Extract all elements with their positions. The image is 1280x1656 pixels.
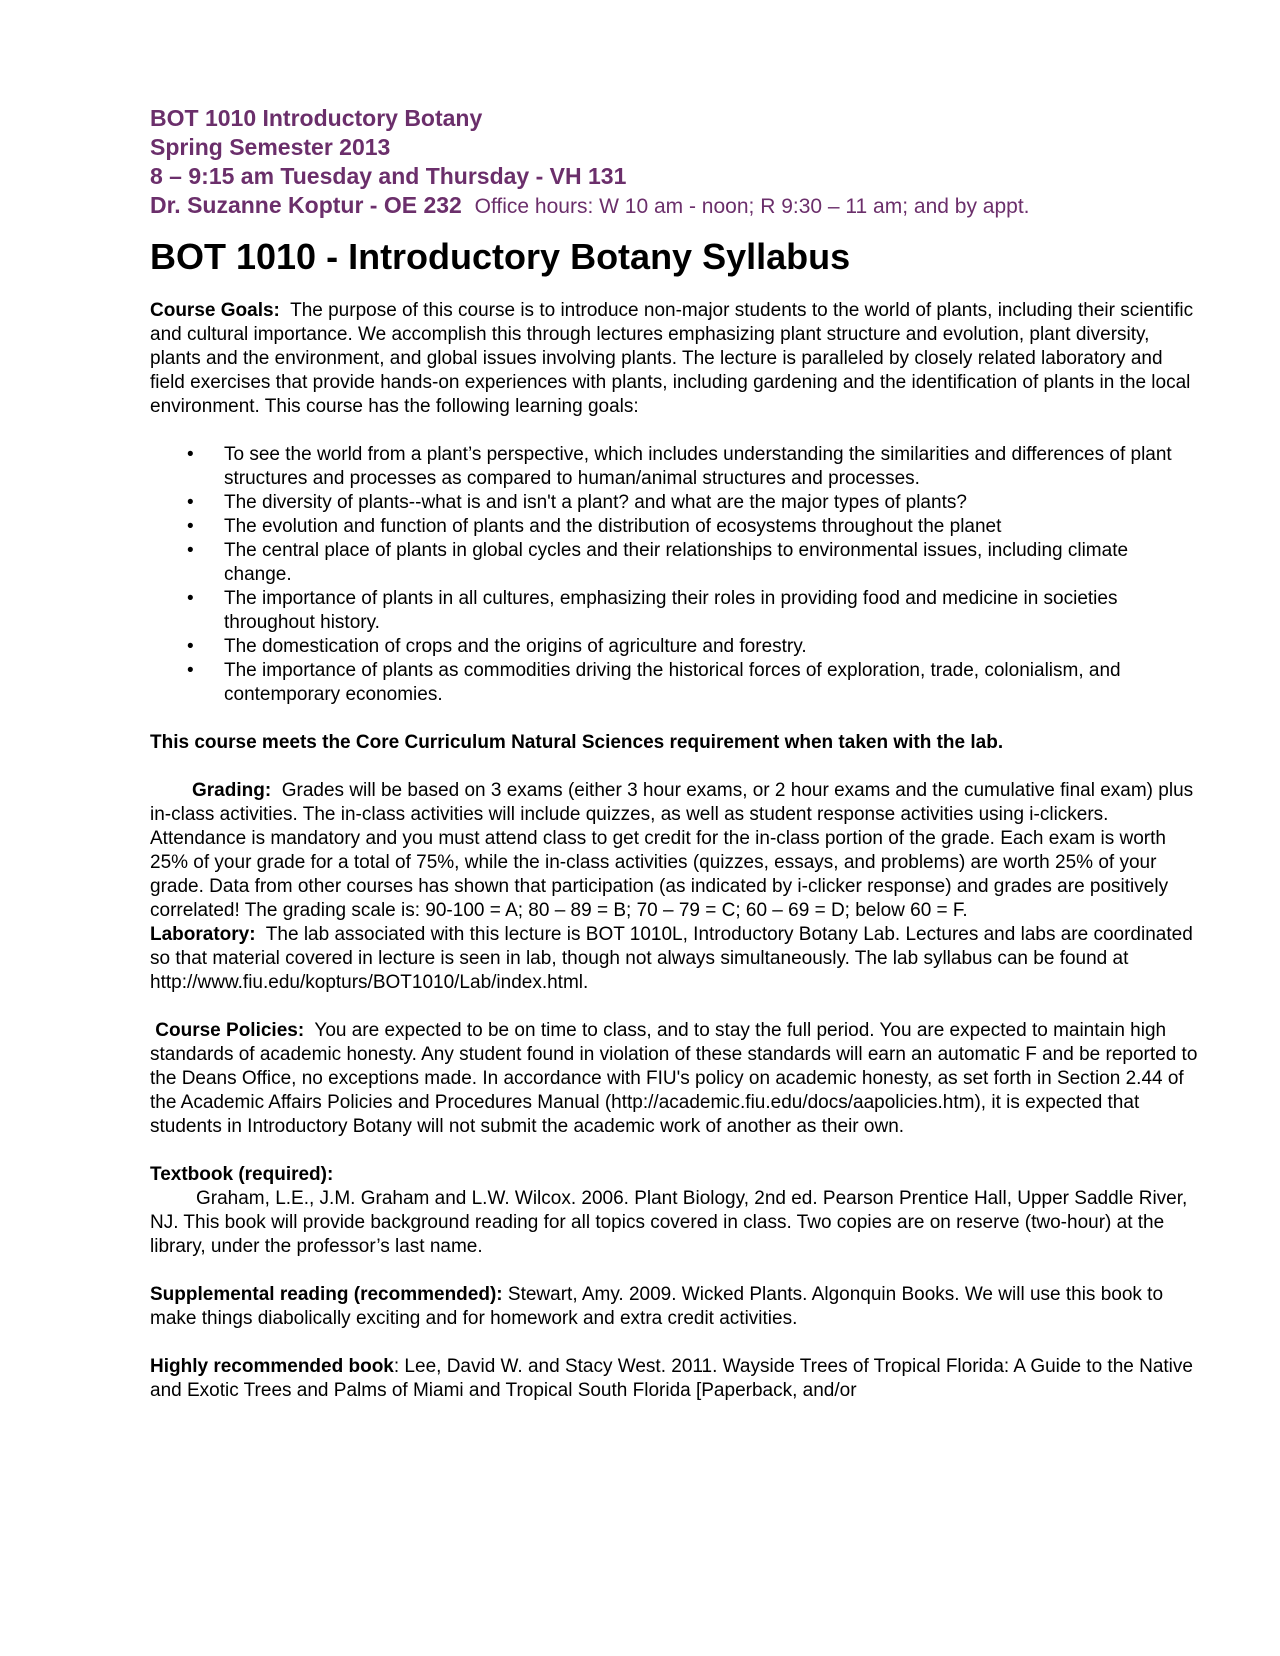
course-goals [150,299,1200,419]
list-item: • The diversity of plants--what is and isn't a plant? and what are the major types of plants? [224,491,1200,515]
laboratory-text: The lab associated with this lecture is BOT 1010L, Introductory Botany Lab. Lectures and labs are coordinated so that material covered in lecture is seen in lab, though not always simultaneously. The lab syllabus can be found at http://www.fiu.edu/kopturs/BOT1010/Lab/index.html. [150,924,1193,993]
learning-goals-list [150,443,1200,707]
laboratory-label: Laboratory: [150,924,256,945]
list-item: • The central place of plants in global cycles and their relationships to environmental issues, including climate change. [224,539,1200,587]
instructor-line [150,191,1200,221]
course-goals-text: The purpose of this course is to introduce non-major students to the world of plants, including their scientific and cultural importance. We accomplish this through lectures emphasizing plant structure and evolution, plant diversity, plants and the environment, and global issues involving plants. The lecture is paralleled by closely related laboratory and field exercises that provide hands-on experiences with plants, including gardening and the identification of plants in the local environment. This course has the following learning goals: [150,300,1194,417]
core-curriculum-text: This course meets the Core Curriculum Natural Sciences requirement when taken with the lab. [150,732,1004,753]
course-policies-label: Course Policies: [155,1020,305,1041]
recommended-text: : Lee, David W. and Stacy West. 2011. Wayside Trees of Tropical Florida: A Guide to the Native and Exotic Trees and Palms of Miami and Tropical South Florida [Paperback, and/or [150,1356,1193,1401]
course-policies-text: You are expected to be on time to class, and to stay the full period. You are expected to maintain high standards of academic honesty. Any student found in violation of these standards will earn an automatic F and be reported to the Deans Office, no exceptions made. In accordance with FIU's policy on academic honesty, as set forth in Section 2.44 of the Academic Affairs Policies and Procedures Manual (http://academic.fiu.edu/docs/aapolicies.htm), it is expected that students in Introductory Botany will not submit the academic work of another as their own. [150,1020,1198,1137]
instructor: Dr. Suzanne Koptur - OE 232 [150,192,462,218]
course-policies [150,1019,1200,1139]
recommended-book [150,1355,1200,1403]
laboratory [150,923,1200,995]
office-hours: Office hours: W 10 am - noon; R 9:30 – 11 am; and by appt. [474,195,1030,218]
page-title: BOT 1010 - Introductory Botany Syllabus [150,236,851,277]
course-name: BOT 1010 Introductory Botany [150,105,483,131]
core-curriculum-note [150,731,1200,755]
semester: Spring Semester 2013 [150,134,391,160]
grading-label: Grading: [192,780,272,801]
textbook-label: Textbook (required): [150,1164,334,1185]
list-item: • The importance of plants in all cultures, emphasizing their roles in providing food and medicine in societies throughout history. [224,587,1200,635]
list-item: • The importance of plants as commodities driving the historical forces of exploration, trade, colonialism, and contemporary economies. [224,659,1200,707]
list-item: • The domestication of crops and the origins of agriculture and forestry. [224,635,1200,659]
course-goals-label: Course Goals: [150,300,280,321]
textbook-text: Graham, L.E., J.M. Graham and L.W. Wilcox. 2006. Plant Biology, 2nd ed. Pearson Prentice Hall, Upper Saddle River, NJ. This book will provide background reading for all topics covered in class. Two copies are on reserve (two-hour) at the library, under the professor’s last name. [150,1188,1188,1257]
supplemental-reading [150,1283,1200,1331]
meeting-time: 8 – 9:15 am Tuesday and Thursday - VH 131 [150,163,627,189]
recommended-label: Highly recommended book [150,1356,394,1377]
grading [150,779,1200,923]
list-item: • To see the world from a plant’s perspective, which includes understanding the similarities and differences of plant structures and processes as compared to human/animal structures and processes. [224,443,1200,491]
course-header [150,104,1200,221]
supplemental-text: Stewart, Amy. 2009. Wicked Plants. Algonquin Books. We will use this book to make things diabolically exciting and for homework and extra credit activities. [150,1284,1164,1329]
supplemental-label: Supplemental reading (recommended): [150,1284,503,1305]
syllabus-page [150,104,1200,1403]
textbook-heading [150,1163,1200,1187]
grading-text: Grades will be based on 3 exams (either 3 hour exams, or 2 hour exams and the cumulative final exam) plus in-class activities. The in-class activities will include quizzes, as well as student response activities using i-clickers. Attendance is mandatory and you must attend class to get credit for the in-class portion of the grade. Each exam is worth 25% of your grade for a total of 75%, while the in-class activities (quizzes, essays, and problems) are worth 25% of your grade. Data from other courses has shown that participation (as indicated by i-clicker response) and grades are positively correlated! The grading scale is: 90-100 = A; 80 – 89 = B; 70 – 79 = C; 60 – 69 = D; below 60 = F. [150,780,1194,921]
list-item: • The evolution and function of plants and the distribution of ecosystems throughout the planet [224,515,1200,539]
